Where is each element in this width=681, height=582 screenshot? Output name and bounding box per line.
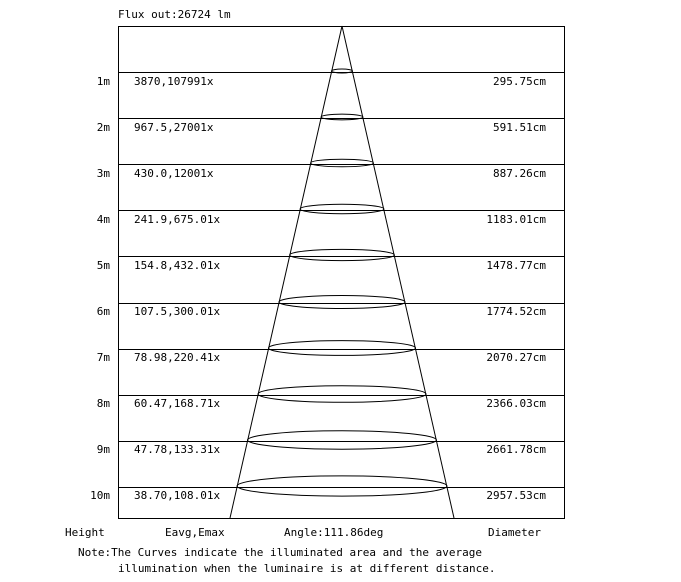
note-line-1: Note:The Curves indicate the illuminated area and the average	[78, 546, 482, 559]
row-illuminance: 430.0,12001x	[134, 167, 214, 180]
beam-ellipse	[300, 204, 384, 213]
row-height-label: 10m	[90, 489, 110, 502]
row-illuminance: 154.8,432.01x	[134, 259, 221, 272]
row-diameter: 887.26cm	[493, 167, 546, 180]
row-height-label: 9m	[96, 443, 110, 456]
beam-ellipse	[258, 386, 426, 403]
beam-ellipse	[237, 476, 447, 496]
row-height-label: 7m	[96, 351, 110, 364]
beam-ellipses	[237, 69, 447, 496]
row-illuminance: 47.78,133.31x	[134, 443, 221, 456]
row-height-label: 1m	[96, 75, 110, 88]
footer-angle: Angle:111.86deg	[284, 526, 384, 539]
row-illuminance: 967.5,27001x	[134, 121, 214, 134]
row-illuminance: 60.47,168.71x	[134, 397, 221, 410]
beam-left-edge	[230, 26, 342, 518]
row-height-label: 3m	[96, 167, 110, 180]
note-line-2: illumination when the luminaire is at different distance.	[118, 562, 496, 575]
beam-ellipse	[321, 114, 363, 120]
grid-lines	[119, 73, 564, 488]
row-diameter: 1183.01cm	[486, 213, 546, 226]
row-diameter: 2366.03cm	[486, 397, 546, 410]
beam-ellipse	[290, 249, 395, 260]
row-illuminance: 78.98,220.41x	[134, 351, 221, 364]
beam-ellipse	[248, 431, 437, 449]
row-diameter: 2661.78cm	[486, 443, 546, 456]
row-diameter: 295.75cm	[493, 75, 546, 88]
row-illuminance: 107.5,300.01x	[134, 305, 221, 318]
row-diameter: 2957.53cm	[486, 489, 546, 502]
footer-diameter: Diameter	[488, 526, 541, 539]
row-height-label: 2m	[96, 121, 110, 134]
row-height-label: 4m	[96, 213, 110, 226]
beam-ellipse	[279, 296, 405, 309]
row-illuminance: 38.70,108.01x	[134, 489, 221, 502]
row-height-label: 5m	[96, 259, 110, 272]
beam-right-edge	[342, 26, 454, 518]
beam-ellipse	[268, 341, 415, 356]
footer-eavg: Eavg,Emax	[165, 526, 225, 539]
row-illuminance: 3870,107991x	[134, 75, 214, 88]
row-diameter: 1478.77cm	[486, 259, 546, 272]
row-height-label: 8m	[96, 397, 110, 410]
footer-height: Height	[65, 526, 105, 539]
flux-label: Flux out:26724 lm	[118, 8, 231, 21]
row-diameter: 2070.27cm	[486, 351, 546, 364]
row-illuminance: 241.9,675.01x	[134, 213, 221, 226]
beam-ellipse	[311, 159, 374, 167]
row-diameter: 1774.52cm	[486, 305, 546, 318]
row-diameter: 591.51cm	[493, 121, 546, 134]
row-height-label: 6m	[96, 305, 110, 318]
